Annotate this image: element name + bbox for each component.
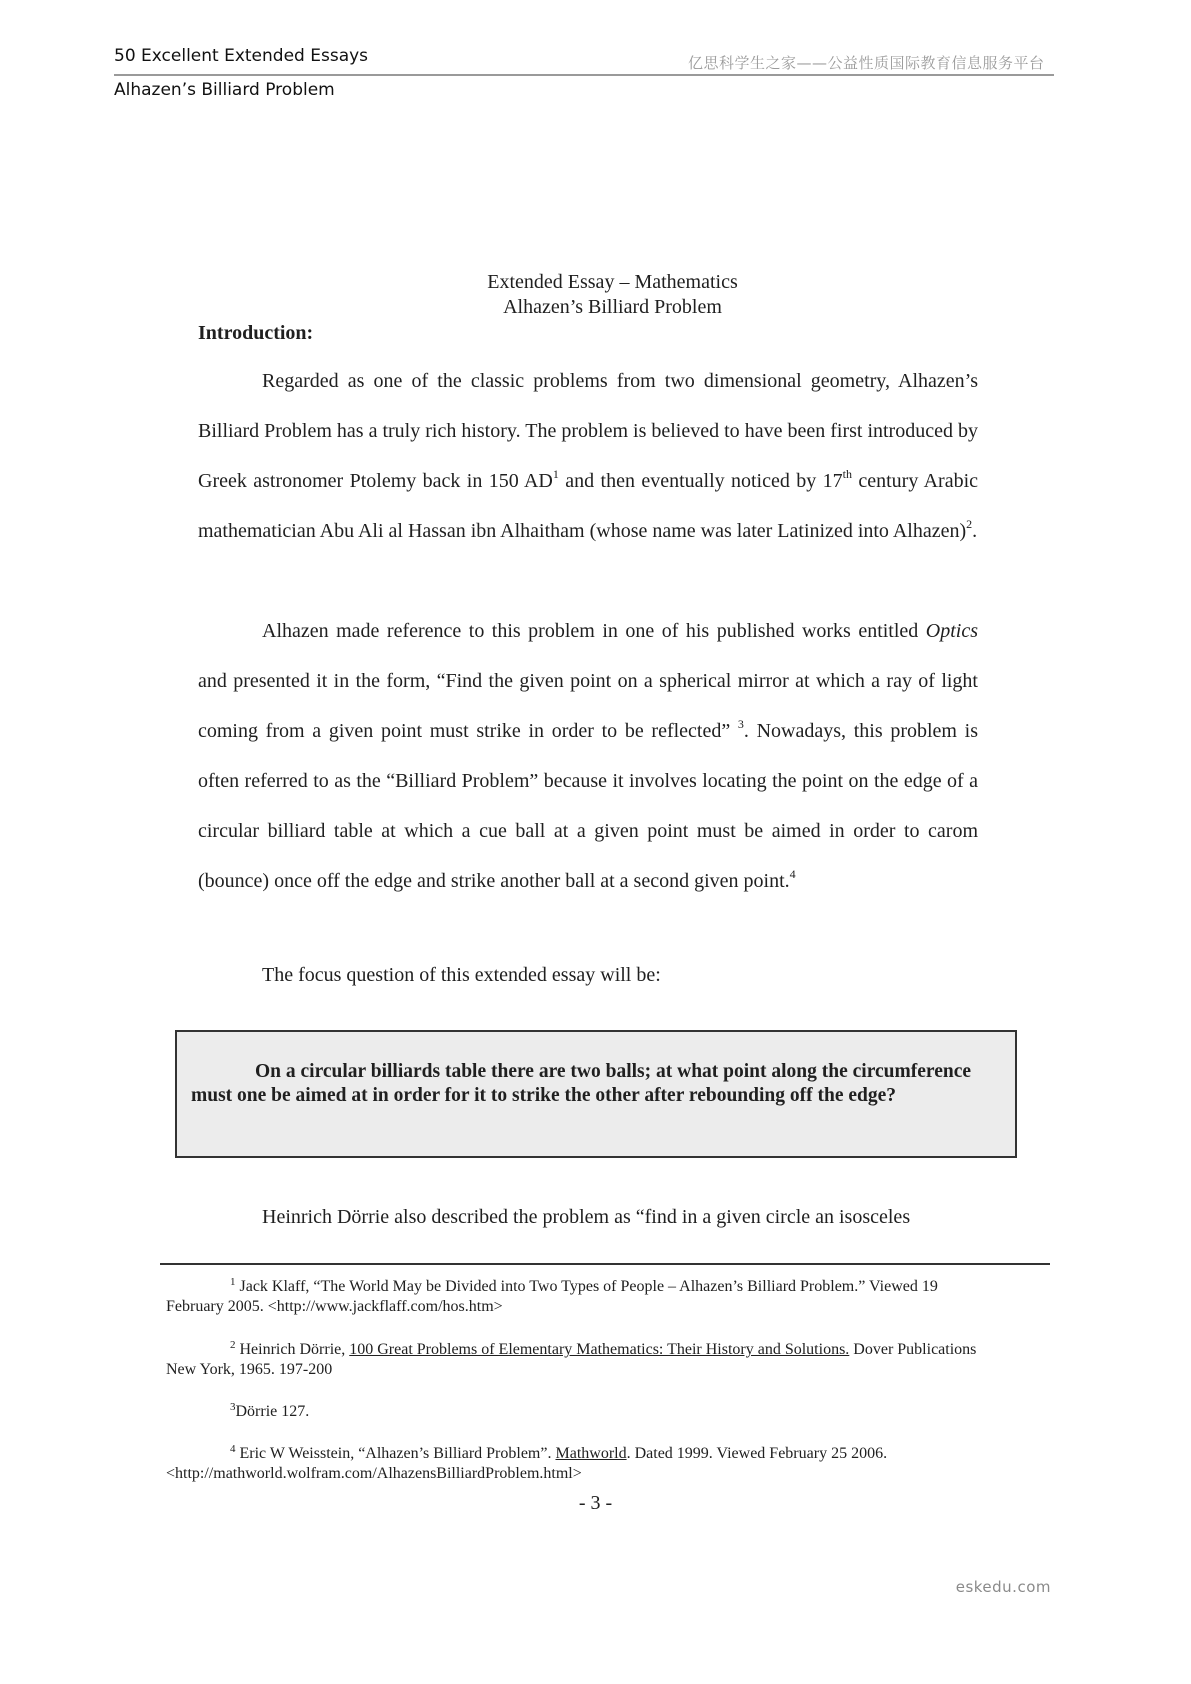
footnote-ref-1: 1 bbox=[552, 467, 559, 481]
paragraph-2: Alhazen made reference to this problem in one of his published works entitled Optics and presented it in the form, “Find the given point on a spherical mirror at which a ray of light coming from a given point must strike in order to be reflected” $^3$. Nowadays, this problem is often referred to as the “Billiard Problem” because it involves locating the point on the edge of a circular billiard table at which a cue ball at a given point must be aimed in order to carom (bounce) once off the edge and strike another ball at a second given point.$^4$ bbox=[198, 620, 978, 892]
footnote-1: $^1$ Jack Klaff, “The World May be Divided into Two Types of People – Alhazen’s Billiard Problem.” Viewed 19 February 2005. <http://www.jackflaff.com/hos.htm> bbox=[166, 1276, 938, 1315]
footnote-ref-3: 3 bbox=[737, 717, 744, 731]
footnote-3: $^3$Dörrie 127. bbox=[230, 1401, 310, 1420]
document-title-line-2: Alhazen’s Billiard Problem bbox=[503, 296, 722, 318]
document-title-line-1: Extended Essay – Mathematics bbox=[487, 271, 738, 293]
footnote-rule bbox=[160, 1263, 1050, 1265]
footnote-2: $^2$ Heinrich Dörrie, 100 Great Problems of Elementary Mathematics: Their History and Solutions. Dover Publications New York, 1965. 197-200 bbox=[166, 1339, 977, 1378]
footer-watermark: eskedu.com bbox=[955, 1578, 1051, 1596]
focus-question: On a circular billiards table there are two balls; at what point along the circumference must one be aimed at in order for it to strike the other after rebounding off the edge? bbox=[191, 1061, 972, 1106]
document-title bbox=[0, 270, 1191, 320]
optics-title: Optics bbox=[925, 620, 978, 642]
paragraph-4: Heinrich Dörrie also described the problem as “find in a given circle an isosceles bbox=[262, 1206, 911, 1228]
mathworld-underlined: Mathworld bbox=[555, 1445, 627, 1462]
footnote-ref-2: 2 bbox=[966, 517, 973, 531]
book-title-underlined: 100 Great Problems of Elementary Mathematics: Their History and Solutions. bbox=[349, 1341, 850, 1358]
running-header-essay-title: Alhazen’s Billiard Problem bbox=[114, 80, 335, 100]
header-watermark: 亿思科学生之家——公益性质国际教育信息服务平台 bbox=[688, 54, 1045, 72]
footnote-ref-4: 4 bbox=[789, 867, 796, 881]
paragraph-1: Regarded as one of the classic problems from two dimensional geometry, Alhazen’s Billiard Problem has a truly rich history. The problem is believed to have been first introduced by Greek astronomer Ptolemy back in 150 $AD^1$ and then eventually noticed by 17th century Arabic mathematician Abu Ali al Hassan ibn Alhaitham (whose name was later Latinized into Alhazen)$^2$. bbox=[198, 370, 979, 542]
footnote-4: $^4$ Eric W Weisstein, “Alhazen’s Billiard Problem”. Mathworld. Dated 1999. Viewed February 25 2006. <http://mathworld.wolfram.com/AlhazensBilliardProblem.html> bbox=[166, 1443, 888, 1482]
section-heading: Introduction: bbox=[198, 322, 314, 344]
running-header-book-title: 50 Excellent Extended Essays bbox=[114, 46, 369, 66]
focus-question-box bbox=[175, 1030, 1017, 1158]
header-rule bbox=[114, 74, 1054, 76]
page-number: - 3 - bbox=[578, 1492, 613, 1514]
paragraph-3: The focus question of this extended essay will be: bbox=[262, 964, 661, 986]
ordinal-suffix: th bbox=[842, 467, 852, 481]
